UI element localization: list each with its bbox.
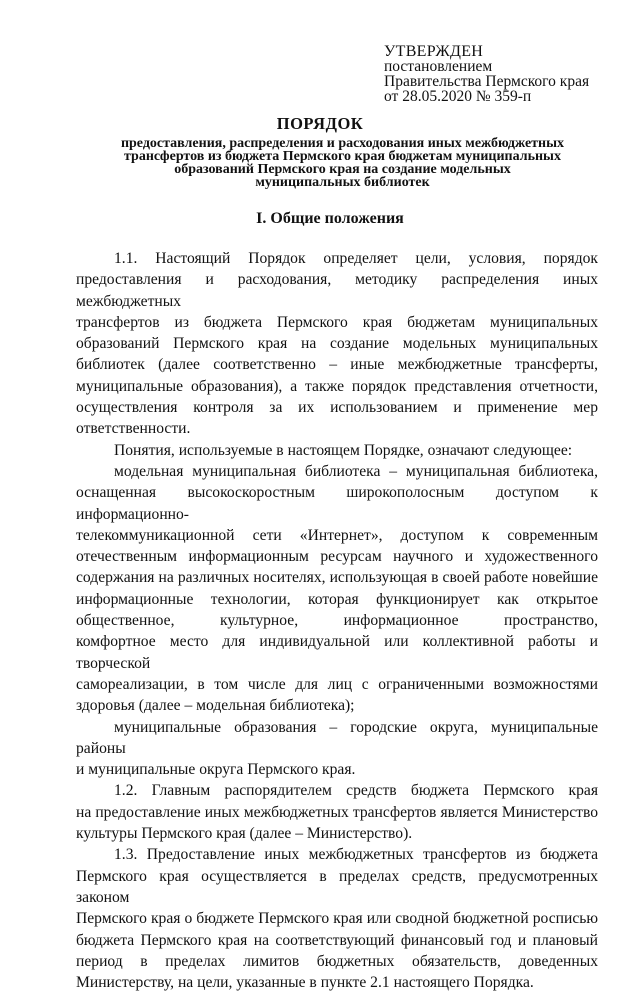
text-line: период в пределах лимитов бюджетных обязательств, доведенных bbox=[76, 952, 598, 970]
text-line: на предоставление иных межбюджетных трансфертов является Министерство bbox=[76, 803, 598, 821]
section-heading: I. Общие положения bbox=[256, 210, 404, 227]
text-line: осуществления контроля за их использованием и применение мер bbox=[76, 399, 598, 417]
text-line: общественное, культурное, информационное пространство, bbox=[76, 612, 598, 630]
document-title: ПОРЯДОК bbox=[276, 114, 364, 133]
text-line: муниципальные образования – городские округа, муниципальные районы bbox=[76, 718, 598, 757]
text-line: 1.3. Предоставление иных межбюджетных трансфертов из бюджета bbox=[114, 846, 598, 864]
text-line: трансфертов из бюджета Пермского края бюджетам муниципальных bbox=[76, 313, 598, 331]
text-line: муниципальные образования), а также порядок представления отчетности, bbox=[76, 377, 598, 395]
text-line: Пермского края о бюджете Пермского края или сводной бюджетной росписью bbox=[76, 910, 598, 928]
approval-date: от 28.05.2020 № 359-п bbox=[384, 88, 532, 105]
approval-block bbox=[384, 44, 589, 104]
text-line: культуры Пермского края (далее – Министерство). bbox=[76, 825, 413, 843]
text-line: и муниципальные округа Пермского края. bbox=[76, 761, 356, 779]
text-line: ответственности. bbox=[76, 420, 191, 438]
text-line: самореализации, в том числе для лиц с ограниченными возможностями bbox=[76, 675, 598, 693]
text-line: Министерству, на цели, указанные в пункте 2.1 настоящего Порядка. bbox=[76, 974, 534, 992]
subtitle-line: трансфертов из бюджета Пермского края бюджетам муниципальных bbox=[124, 149, 561, 164]
text-line: модельная муниципальная библиотека – муниципальная библиотека, bbox=[114, 462, 598, 480]
document-body bbox=[76, 248, 598, 993]
text-line: отечественным информационным ресурсам научного и художественного bbox=[76, 548, 598, 566]
text-line: Понятия, используемые в настоящем Порядке, означают следующее: bbox=[114, 441, 573, 459]
approval-line: постановлением bbox=[384, 58, 493, 75]
text-line: комфортное место для индивидуальной или коллективной работы и творческой bbox=[76, 633, 598, 672]
document-subtitle bbox=[100, 137, 585, 189]
approval-title: УТВЕРЖДЕН bbox=[384, 43, 484, 60]
text-line: содержания на различных носителях, использующая в своей работе новейшие bbox=[76, 569, 598, 587]
text-line: предоставления и расходования, методику распределения иных межбюджетных bbox=[76, 271, 598, 310]
text-line: 1.1. Настоящий Порядок определяет цели, условия, порядок bbox=[114, 250, 598, 267]
text-line: бюджета Пермского края на соответствующий финансовый год и плановый bbox=[76, 931, 598, 949]
text-line: образований Пермского края на создание модельных муниципальных bbox=[76, 335, 598, 353]
text-line: библиотек (далее соответственно – иные межбюджетные трансферты, bbox=[76, 356, 598, 374]
text-line: 1.2. Главным распорядителем средств бюджета Пермского края bbox=[114, 782, 598, 800]
text-line: телекоммуникационной сети «Интернет», доступом к современным bbox=[76, 526, 598, 544]
subtitle-line: муниципальных библиотек bbox=[255, 175, 430, 190]
text-line: Пермского края осуществляется в пределах средств, предусмотренных законом bbox=[76, 867, 598, 906]
approval-line: Правительства Пермского края bbox=[384, 73, 590, 90]
text-line: оснащенная высокоскоростным широкополосным доступом к информационно- bbox=[76, 484, 598, 523]
text-line: информационные технологии, которая функционирует как открытое bbox=[76, 590, 598, 608]
subtitle-line: образований Пермского края на создание модельных bbox=[174, 162, 511, 177]
text-line: здоровья (далее – модельная библиотека); bbox=[76, 697, 355, 715]
subtitle-line: предоставления, распределения и расходования иных межбюджетных bbox=[120, 136, 565, 151]
